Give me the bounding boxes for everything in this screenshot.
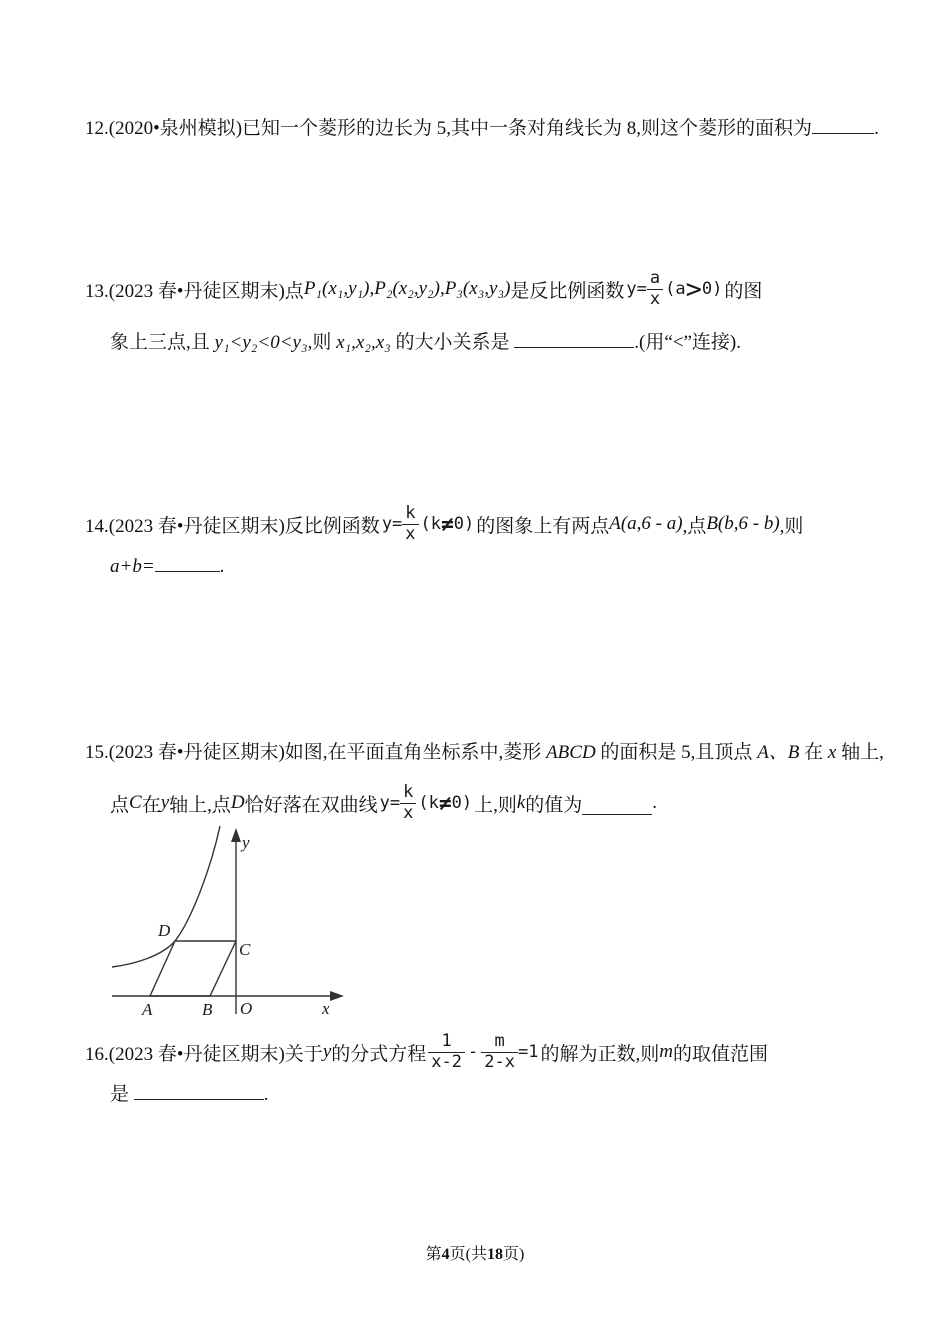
- q15-var-d: D: [230, 792, 245, 813]
- q14-answer-blank: [155, 552, 220, 572]
- q15-figure: [100, 824, 360, 1030]
- q16-var-m: m: [659, 1041, 673, 1062]
- label-origin: O: [240, 999, 253, 1018]
- question-16-line2: [110, 1080, 269, 1108]
- q14-frac-num: k: [405, 503, 416, 524]
- q16-frac1-num: 1: [441, 1031, 452, 1052]
- footer-prefix: 第: [425, 1246, 442, 1263]
- rhombus-abcd: [150, 941, 236, 996]
- q15-frac-den: x: [400, 803, 416, 823]
- q15-l2a: 点: [110, 794, 130, 816]
- y-axis-arrow-icon: [231, 828, 241, 842]
- q14-condition: [420, 511, 475, 536]
- q16-var-y: y: [322, 1041, 332, 1062]
- q14-cond-open: (: [420, 514, 431, 534]
- question-16-line1: [85, 1022, 768, 1082]
- footer-suffix: 页): [503, 1246, 525, 1263]
- fraction-k-over-x: [400, 783, 416, 822]
- not-equal-sign: ≠: [438, 790, 452, 815]
- q13-points: P₁(x₁,y₁),P₂(x₂,y₂),P₃(x₃,y₃): [303, 278, 511, 299]
- q12-text: 12.(2020•泉州模拟)已知一个菱形的边长为 5,其中一条对角线长为 8,则这个菱形的面积为: [85, 118, 813, 139]
- q15-var-c: C: [129, 792, 142, 813]
- coordinate-figure-svg: [100, 824, 360, 1024]
- page-footer: [0, 1241, 950, 1264]
- q16-l2a: 是: [110, 1084, 134, 1105]
- q13-pre: 13.(2023 春•丹徒区期末)点: [85, 280, 304, 302]
- q12-period: .: [874, 118, 879, 139]
- q16-frac2-den: 2-x: [481, 1052, 518, 1072]
- q13-cond-val: 0: [701, 279, 713, 299]
- q15-l1e: 在: [799, 742, 828, 763]
- q14-post3: ,则: [779, 515, 804, 537]
- hyperbola-curve: [112, 826, 220, 967]
- q14-formula-lhs: y=: [381, 514, 403, 534]
- q16-l1f: 的取值范围: [672, 1043, 768, 1065]
- q15-l1c: 的面积是 5,且顶点: [595, 742, 758, 763]
- q15-vertices-ab: A、B: [757, 742, 800, 763]
- q15-l1a: 15.(2023 春•丹徒区期末)如图,在平面直角坐标系中,菱形: [85, 742, 547, 763]
- q16-answer-blank: [134, 1080, 264, 1100]
- q14-cond-val: 0: [453, 514, 464, 534]
- label-point-a: A: [142, 1000, 153, 1019]
- q15-answer-blank: [582, 792, 652, 815]
- q13-answer-blank: [514, 328, 634, 348]
- not-equal-sign: ≠: [441, 511, 454, 536]
- q14-cond-close: ): [463, 514, 475, 534]
- q14-frac-den: x: [402, 524, 418, 544]
- fraction-a-over-x: [647, 269, 663, 308]
- x-axis-arrow-icon: [330, 991, 344, 1001]
- q13-frac-den: x: [647, 289, 663, 309]
- question-13-line1: [85, 260, 762, 318]
- fraction-1-over-x-minus-2: [428, 1032, 465, 1071]
- equals-one: =1: [517, 1042, 539, 1062]
- q13-l2a: 象上三点,且: [110, 332, 215, 353]
- q14-point-b: B(b,6 - b): [706, 513, 780, 534]
- q15-formula-lhs: y=: [379, 793, 401, 813]
- fraction-k-over-x: [402, 504, 418, 543]
- q14-cond-var: k: [430, 514, 442, 534]
- q13-cond-open: (: [665, 279, 676, 299]
- question-15-line1: [85, 740, 884, 766]
- q16-frac2-num: m: [494, 1031, 505, 1052]
- label-point-d: D: [158, 921, 171, 940]
- q14-formula: [382, 504, 474, 543]
- q15-cond-close: ): [461, 793, 473, 813]
- label-x-axis: x: [322, 999, 330, 1018]
- q15-condition: [418, 790, 473, 815]
- q16-equation: [428, 1032, 538, 1071]
- q15-cond-val: 0: [451, 793, 462, 813]
- question-14-line2: [110, 552, 224, 580]
- q15-frac-num: k: [403, 782, 414, 803]
- q15-cond-var: k: [428, 793, 439, 813]
- q16-frac1-den: x-2: [428, 1052, 465, 1072]
- q13-inequality: y₁<y₂<0<y₃: [214, 332, 308, 353]
- q14-post1: 的图象上有两点: [476, 515, 610, 537]
- q13-formula-lhs: y=: [626, 279, 647, 299]
- footer-total-pages: 18: [487, 1246, 503, 1263]
- q13-cond-close: ): [712, 279, 723, 299]
- question-12: [85, 114, 879, 142]
- q13-mid: 是反比例函数: [510, 280, 625, 302]
- label-y-axis: y: [242, 833, 250, 852]
- q14-a-plus-b: a+b=: [110, 556, 155, 577]
- q13-frac-num: a: [649, 268, 661, 289]
- label-point-b: B: [202, 1000, 213, 1019]
- q15-l2h: 上,则: [474, 794, 517, 816]
- q15-var-x: x: [827, 742, 837, 763]
- q16-l1d: 的解为正数,则: [540, 1043, 660, 1065]
- q13-post: 的图: [724, 280, 763, 302]
- q13-l2f: .(用“<”连接).: [634, 332, 742, 353]
- fraction-m-over-2-minus-x: [481, 1032, 518, 1071]
- q14-post2: ,点: [682, 515, 707, 537]
- footer-page-number: 4: [441, 1246, 450, 1263]
- q16-l1a: 16.(2023 春•丹徒区期末)关于: [85, 1043, 323, 1065]
- q16-l1c: 的分式方程: [331, 1043, 427, 1065]
- q14-pre: 14.(2023 春•丹徒区期末)反比例函数: [85, 515, 380, 537]
- q15-l1g: 轴上,: [836, 742, 884, 763]
- q15-l2j: 的值为: [525, 794, 583, 816]
- q15-var-y: y: [160, 792, 170, 813]
- q15-l2g: 恰好落在双曲线: [244, 794, 378, 816]
- q13-formula: [626, 269, 722, 308]
- question-14-line1: [85, 495, 803, 553]
- q13-x-list: x₁,x₂,x₃: [336, 332, 391, 353]
- q15-formula: [380, 783, 472, 822]
- q13-l2c: ,则: [307, 332, 337, 353]
- q15-period: .: [652, 792, 658, 813]
- question-13-line2: [110, 328, 741, 356]
- q14-point-a: A(a,6 - a): [609, 513, 683, 534]
- q15-abcd: ABCD: [546, 742, 596, 763]
- q16-period: .: [263, 1084, 269, 1105]
- q13-l2e: 的大小关系是: [390, 332, 515, 353]
- q15-cond-open: (: [418, 793, 429, 813]
- minus-sign: -: [467, 1042, 479, 1062]
- greater-than-sign: >: [685, 273, 702, 305]
- q15-var-k: k: [516, 792, 526, 813]
- q15-l2e: 轴上,点: [169, 794, 231, 816]
- q13-condition: [665, 273, 723, 305]
- q12-answer-blank: [812, 114, 874, 134]
- footer-middle: 页(共: [449, 1246, 487, 1263]
- q15-l2c: 在: [141, 794, 161, 816]
- q14-period: .: [219, 556, 225, 577]
- label-point-c: C: [239, 940, 251, 959]
- q13-cond-var: a: [675, 279, 686, 299]
